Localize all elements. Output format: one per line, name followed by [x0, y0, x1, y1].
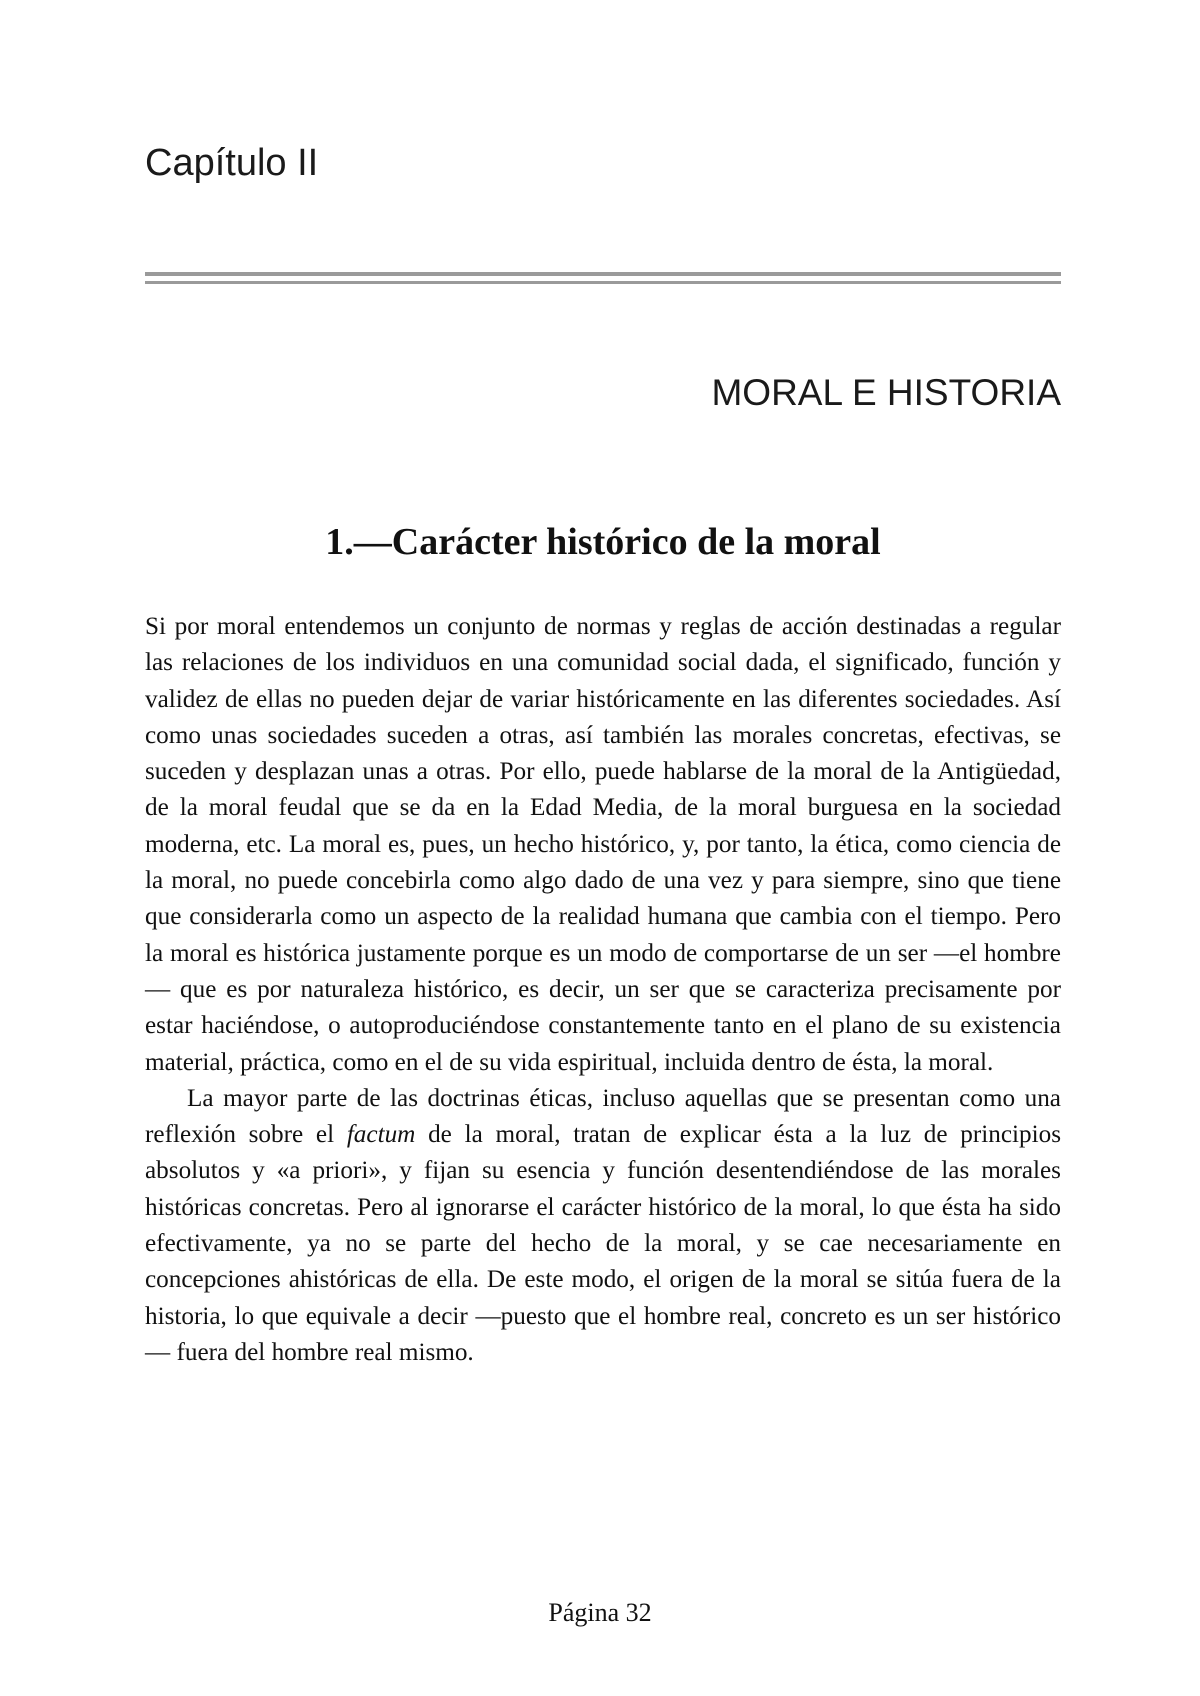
- section-heading: 1.—Carácter histórico de la moral: [325, 521, 881, 563]
- paragraph-2: [145, 1081, 1061, 1371]
- paragraph-1: Si por moral entendemos un conjunto de normas y reglas de acción destinadas a regular las relaciones de los individuos en una comunidad social dada, el significado, función y validez de ellas no pueden dejar de variar históricamente en las diferentes sociedades. Así como unas sociedades suceden a otras, así también las morales concretas, efectivas, se suceden y desplazan unas a otras. Por ello, puede hablarse de la moral de la Antigüedad, de la moral feudal que se da en la Edad Media, de la moral burguesa en la sociedad moderna, etc. La moral es, pues, un hecho histórico, y, por tanto, la ética, como ciencia de la moral, no puede concebirla como algo dado de una vez y para siempre, sino que tiene que considerarla como un aspecto de la realidad humana que cambia con el tiempo. Pero la moral es histórica justamente porque es un modo de comportarse de un ser —el hombre— que es por naturaleza histórico, es decir, un ser que se caracteriza precisamente por estar haciéndose, o autoproduciéndose constantemente tanto en el plano de su existencia material, práctica, como en el de su vida espiritual, incluida dentro de ésta, la moral.: [145, 613, 1061, 1076]
- body-text: [145, 609, 1061, 1371]
- paragraph-2-italic-term: factum: [346, 1121, 416, 1149]
- chapter-title: MORAL E HISTORIA: [711, 372, 1061, 413]
- page-number: Página 32: [548, 1598, 652, 1627]
- chapter-label: Capítulo II: [145, 142, 319, 184]
- paragraph-2-rest: de la moral, tratan de explicar ésta a la luz de principios absolutos y «a priori», y fijan su esencia y función desentendiéndose de las morales históricas concretas. Pero al ignorarse el carácter histórico de la moral, lo que ésta ha sido efectivamente, ya no se parte del hecho de la moral, y se cae necesariamente en concepciones ahistóricas de ella. De este modo, el origen de la moral se sitúa fuera de la historia, lo que equivale a decir —puesto que el hombre real, concreto es un ser histórico— fuera del hombre real mismo.: [145, 1121, 1062, 1366]
- paragraph-2-lead: La mayor parte de las doctrinas éticas, incluso aquellas que se presentan como una reflexión sobre el: [145, 1084, 1061, 1149]
- chapter-divider: [145, 272, 1061, 284]
